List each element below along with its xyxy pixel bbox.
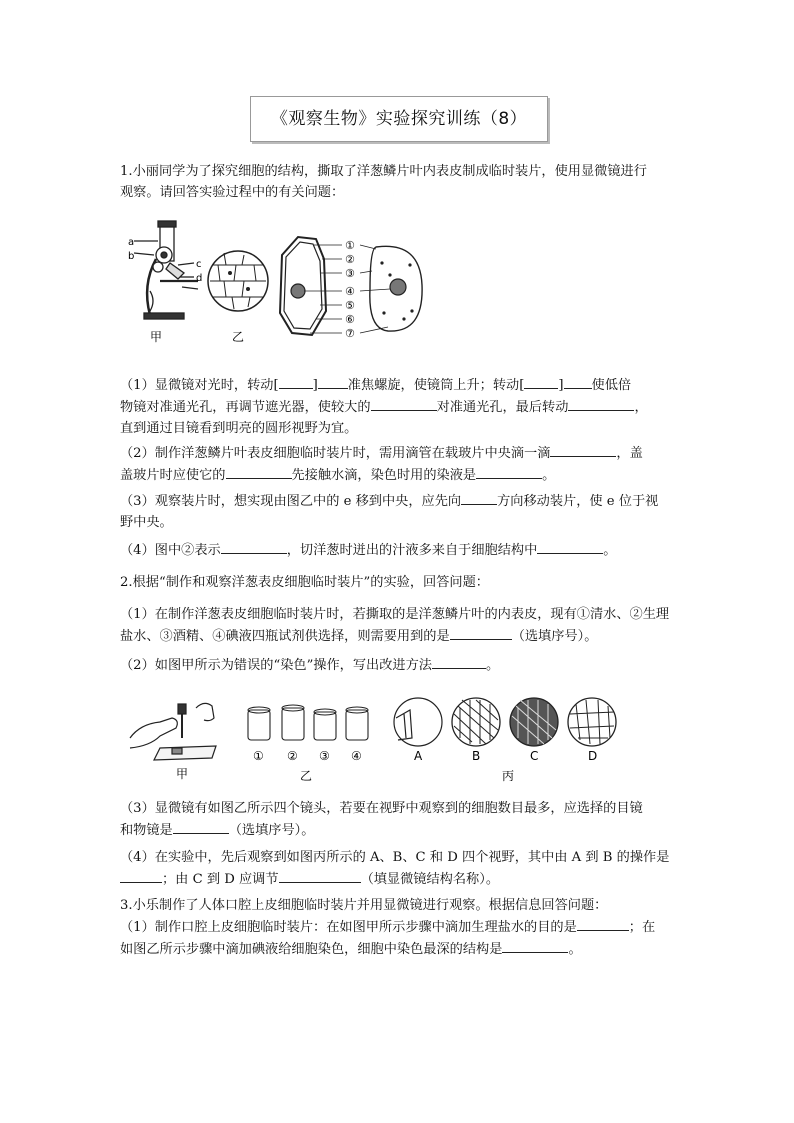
view-B xyxy=(452,698,500,746)
plant-cell-drawing xyxy=(280,237,326,335)
label-n5: ⑤ xyxy=(345,299,355,312)
label-A: A xyxy=(414,749,423,763)
lenses-drawing xyxy=(248,705,368,740)
q2-part3: （3）显微镜有如图乙所示四个镜头，若要在视野中观察到的细胞数目最多，应选择的目镜 和物镜是 （选填序号）。 xyxy=(120,801,643,838)
blank[interactable] xyxy=(226,464,292,479)
label-yi: 乙 xyxy=(300,769,313,783)
blank[interactable] xyxy=(371,396,437,411)
q1-stem-line2: 观察。请回答实验过程中的有关问题： xyxy=(120,185,345,200)
label-C: C xyxy=(530,749,539,763)
blank[interactable] xyxy=(279,374,313,389)
label-b3: ③ xyxy=(319,749,330,763)
blank[interactable] xyxy=(476,464,542,479)
label-B: B xyxy=(472,749,481,763)
label-n7: ⑦ xyxy=(345,327,355,340)
label-c: c xyxy=(196,259,202,270)
blank[interactable] xyxy=(221,539,287,554)
label-D: D xyxy=(588,749,598,763)
q3: 3.小乐制作了人体口腔上皮细胞临时装片并用显微镜进行观察。根据信息回答问题： （1）制作口腔上皮细胞临时装片：在如图甲所示步骤中滴加生理盐水的目的是 ；在 如图乙所示步骤中滴加碘液给细胞染色，细胞中染色最深的结构是 。 xyxy=(120,898,656,957)
onion-cells-view xyxy=(208,251,268,311)
staining-drawing xyxy=(130,703,216,760)
page-title: 《观察生物》实验探究训练（8） xyxy=(270,109,528,129)
blank[interactable] xyxy=(450,625,512,640)
label-n6: ⑥ xyxy=(345,313,355,326)
view-A xyxy=(394,698,442,746)
blank[interactable] xyxy=(537,539,603,554)
blank[interactable] xyxy=(279,868,361,883)
label-d: d xyxy=(196,273,203,284)
q1-figure xyxy=(120,215,440,347)
blank[interactable] xyxy=(502,938,568,953)
label-jia: 甲 xyxy=(150,330,163,344)
label-jia: 甲 xyxy=(176,767,189,781)
animal-cell-drawing xyxy=(370,246,422,331)
label-n1: ① xyxy=(345,239,355,252)
blank[interactable] xyxy=(318,374,348,389)
label-b4: ④ xyxy=(351,749,362,763)
view-C xyxy=(510,698,558,746)
label-bing: 丙 xyxy=(502,769,515,783)
label-n4: ④ xyxy=(345,285,355,298)
q2-part4: （4）在实验中，先后观察到如图丙所示的 A、B、C 和 D 四个视野，其中由 A 到 B 的操作是 ；由 C 到 D 应调节 （填显微镜结构名称）。 xyxy=(120,850,670,887)
microscope-drawing xyxy=(134,221,198,319)
q2-stem: 2.根据“制作和观察洋葱表皮细胞临时装片”的实验，回答问题： xyxy=(120,575,489,590)
q1-stem-line1: 1.小丽同学为了探究细胞的结构，撕取了洋葱鳞片叶内表皮制成临时装片，使用显微镜进行 xyxy=(120,164,647,179)
blank[interactable] xyxy=(564,374,592,389)
q2-part2: （2）如图甲所示为错误的“染色”操作，写出改进方法 。 xyxy=(120,654,676,676)
blank[interactable] xyxy=(432,654,486,669)
blank[interactable] xyxy=(173,819,229,834)
label-b2: ② xyxy=(287,749,298,763)
q1-part1-text: （1）显微镜对光时，转动[ ] 准焦螺旋，使镜筒上升；转动[ ] 使低倍 xyxy=(120,374,676,396)
blank[interactable] xyxy=(524,374,558,389)
label-n2: ② xyxy=(345,253,355,266)
q1-part2: （2）制作洋葱鳞片叶表皮细胞临时装片时，需用滴管在载玻片中央滴一滴 ，盖 盖玻片时应使它的 先接触水滴，染色时用的染液是 。 xyxy=(120,442,676,486)
q2-figure xyxy=(120,688,640,784)
q1-part3: （3）观察装片时，想实现由图乙中的 e 移到中央，应先向 方向移动装片，使 e 位于视 野中央。 xyxy=(120,490,676,533)
label-b1: ① xyxy=(253,749,264,763)
view-D xyxy=(568,698,616,746)
q2-part1: （1）在制作洋葱表皮细胞临时装片时，若撕取的是洋葱鳞片叶的内表皮，现有①清水、②生理 盐水、③酒精、④碘液四瓶试剂供选择，则需要用到的是 （选填序号）。 xyxy=(120,607,670,644)
label-a: a xyxy=(128,237,135,248)
blank[interactable] xyxy=(568,396,634,411)
label-b: b xyxy=(128,251,135,262)
blank[interactable] xyxy=(120,868,162,883)
blank[interactable] xyxy=(577,916,629,931)
q1-stem xyxy=(120,161,676,203)
label-n3: ③ xyxy=(345,267,355,280)
q1-part4: （4）图中②表示 ，切洋葱时迸出的汁液多来自于细胞结构中 。 xyxy=(120,539,676,561)
blank[interactable] xyxy=(461,490,497,505)
blank[interactable] xyxy=(550,442,616,457)
q1-part1: （1）显微镜对光时，转动[ ] 准焦螺旋，使镜筒上升；转动[ ] 使低倍 物镜对准通光孔，再调节遮光器，使较大的 对准通光孔，最后转动 ， 直到通过目镜看到明亮的圆形视野为宜。 xyxy=(120,374,676,439)
title-box xyxy=(250,96,548,142)
label-yi: 乙 xyxy=(232,330,245,344)
